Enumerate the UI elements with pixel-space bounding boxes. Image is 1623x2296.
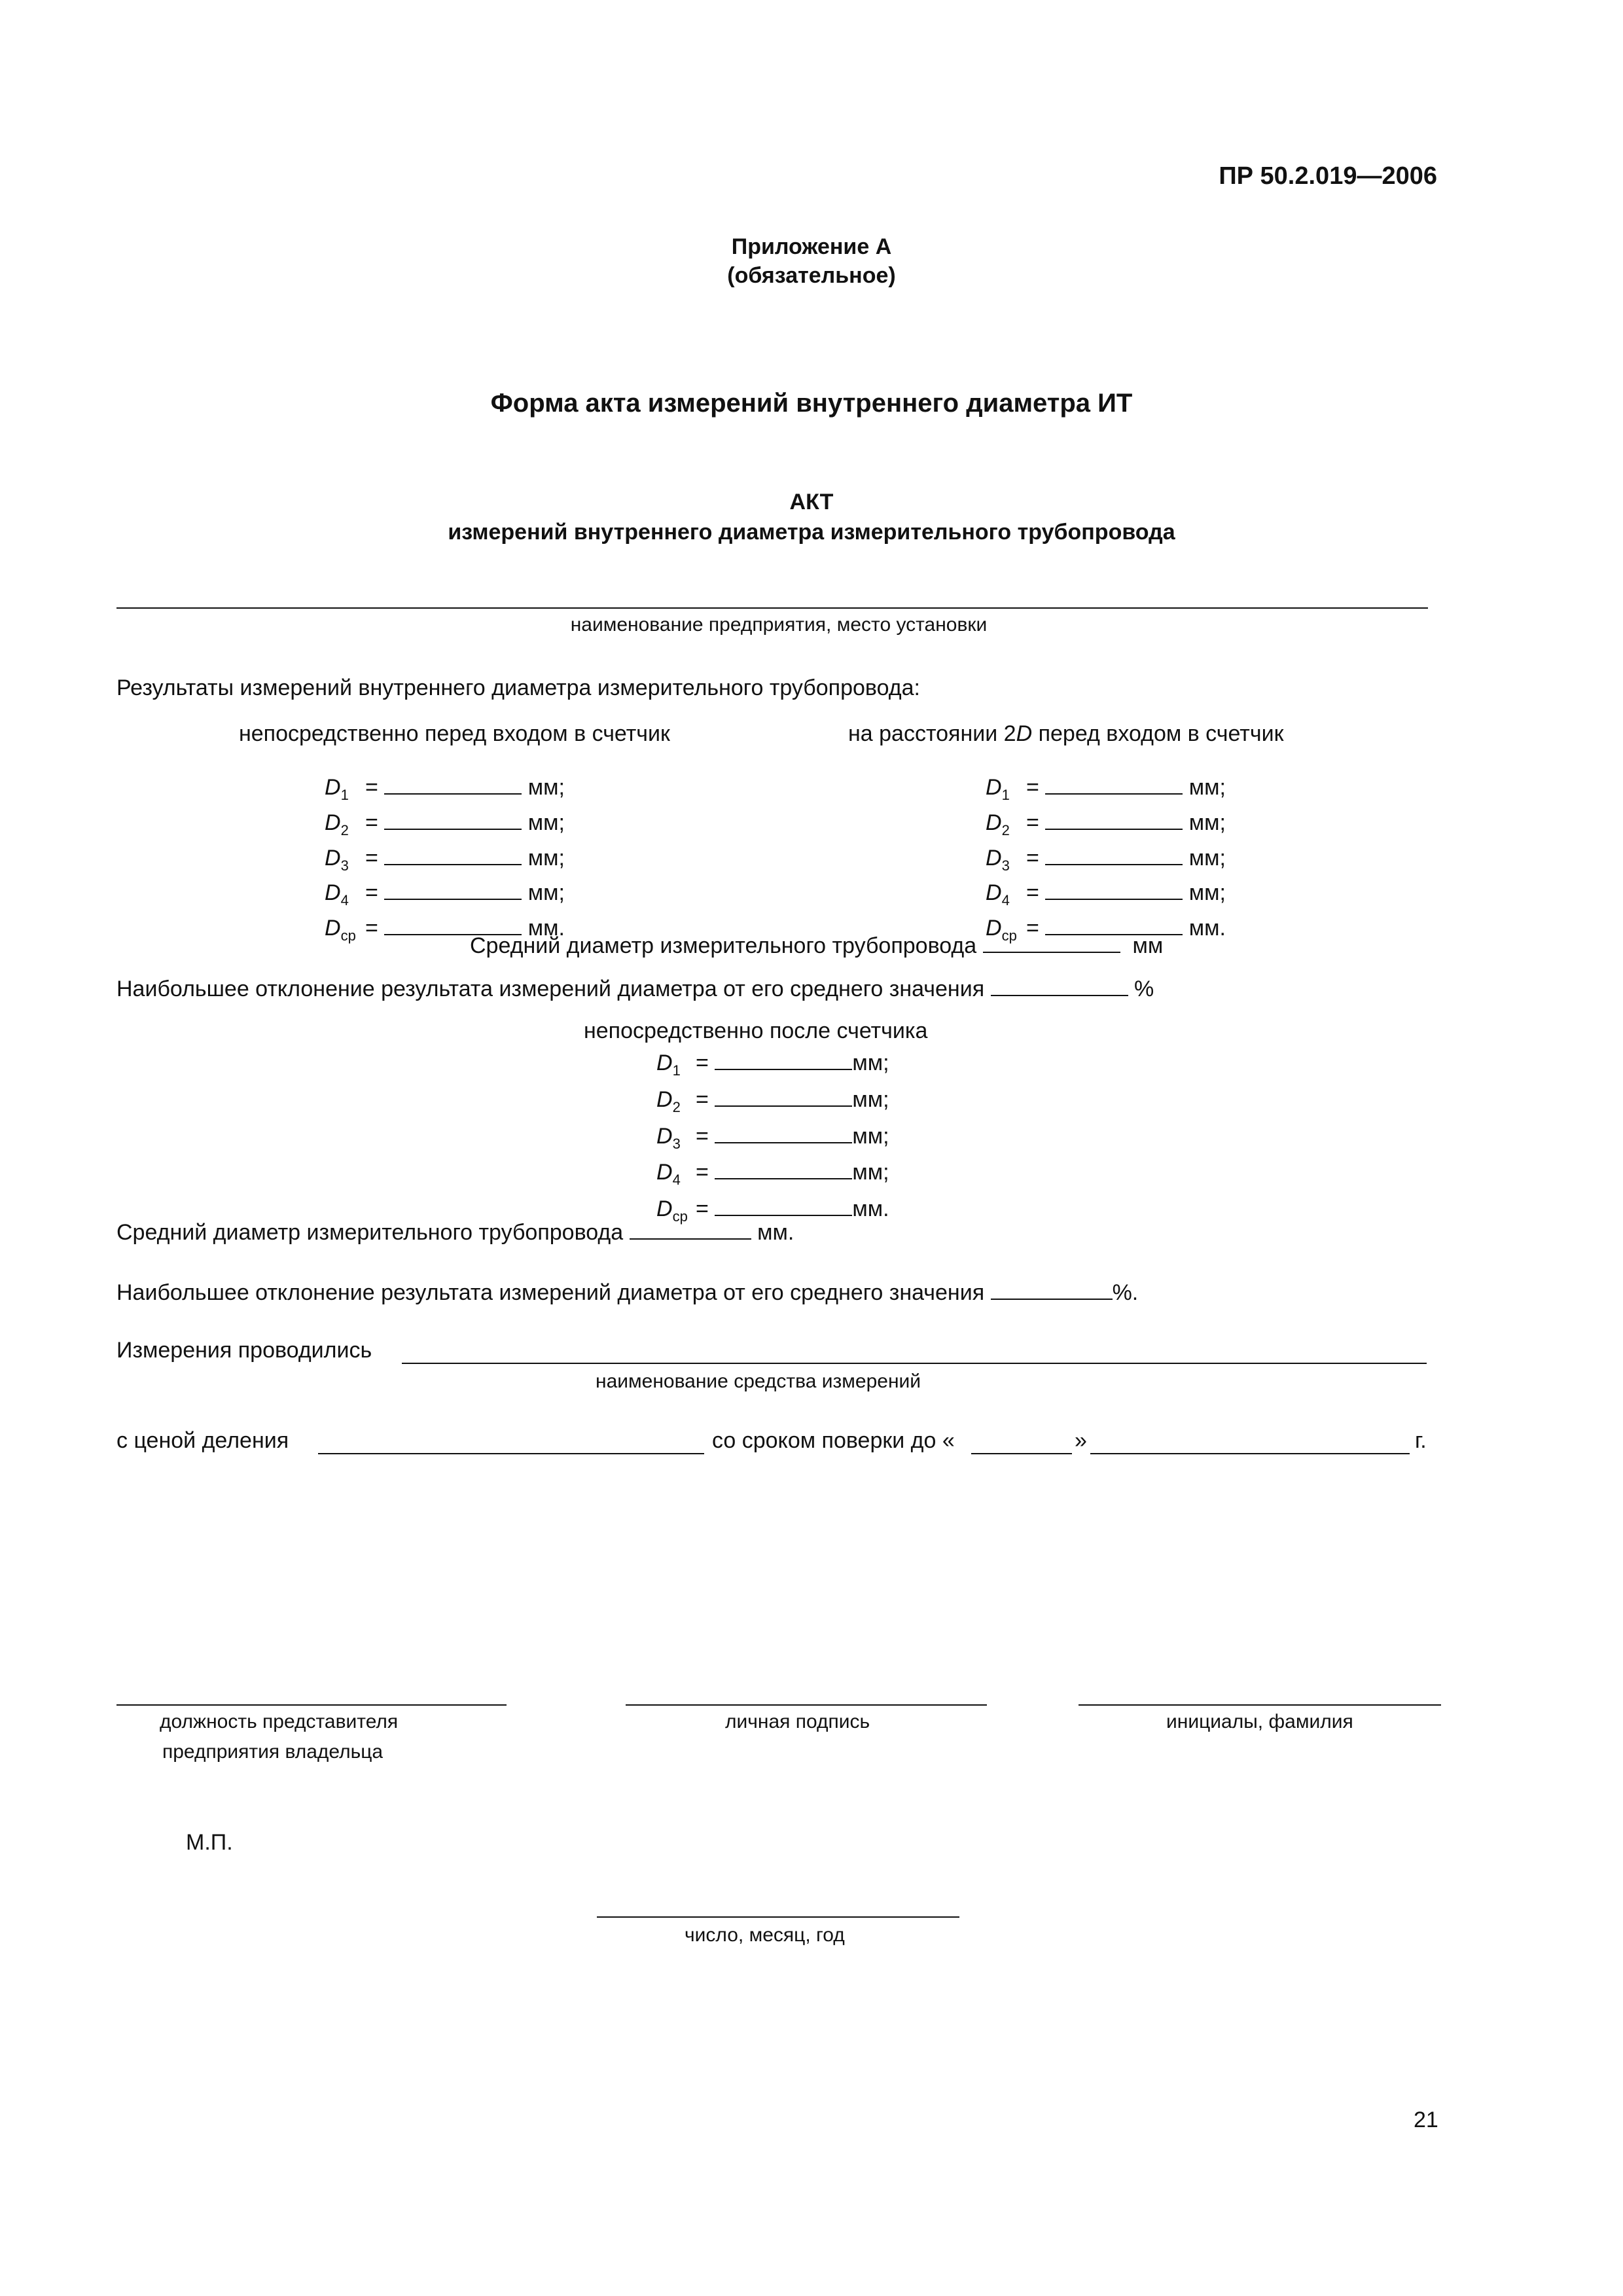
measure-symbol: $D_2$	[325, 810, 349, 838]
act-title: АКТ	[789, 490, 834, 514]
dev-after-blank[interactable]	[991, 1279, 1113, 1300]
measure-blank[interactable]	[384, 809, 522, 830]
measure-row: $D_{ср}$ = мм.	[986, 914, 1226, 950]
measure-blank[interactable]	[384, 879, 522, 900]
measure-blank[interactable]	[1045, 774, 1183, 795]
avg-before-label: Средний диаметр измерительного трубопровода	[470, 933, 977, 958]
dev-before-unit: %	[1134, 977, 1154, 1001]
enterprise-caption: наименование предприятия, место установки	[570, 614, 988, 636]
measure-symbol: $D_1$	[986, 775, 1010, 803]
col-2d-heading-d: D	[1016, 721, 1033, 746]
results-intro: Результаты измерений внутреннего диаметра измерительного трубопровода:	[116, 675, 920, 700]
avg-after-label: Средний диаметр измерительного трубопровода	[116, 1220, 624, 1245]
measure-symbol: $D_3$	[986, 845, 1010, 874]
measure-symbol: $D_1$	[656, 1050, 681, 1079]
measure-blank[interactable]	[715, 1086, 852, 1107]
measure-blank[interactable]	[715, 1049, 852, 1070]
dev-before-row	[116, 975, 1154, 1002]
measure-blank[interactable]	[1045, 844, 1183, 865]
instrument-line[interactable]	[402, 1363, 1427, 1364]
appendix-status: (обязательное)	[727, 263, 896, 288]
measure-col-after	[656, 1049, 889, 1231]
measure-symbol: $D_2$	[656, 1086, 681, 1115]
name-caption: инициалы, фамилия	[1166, 1711, 1353, 1732]
measure-symbol: $D_3$	[656, 1123, 681, 1152]
measure-blank[interactable]	[384, 774, 522, 795]
measure-row: $D_{ср}$ = мм.	[325, 914, 565, 950]
measure-symbol: $D_4$	[325, 880, 349, 909]
measure-blank[interactable]	[715, 1158, 852, 1179]
col-before-heading: непосредственно перед входом в счетчик	[239, 721, 670, 746]
avg-after-row	[116, 1219, 794, 1246]
measure-blank[interactable]	[384, 844, 522, 865]
division-line[interactable]	[318, 1453, 704, 1454]
measure-row: $D_2$ = мм;	[986, 809, 1226, 844]
position-caption-line2: предприятия владельца	[162, 1741, 383, 1763]
col-after-heading: непосредственно после счетчика	[584, 1018, 928, 1043]
verify-month-line[interactable]	[1090, 1453, 1410, 1454]
appendix-title: Приложение А	[731, 234, 892, 259]
instrument-label: Измерения проводились	[116, 1338, 372, 1363]
measure-row: $D_2$ = мм;	[656, 1085, 889, 1122]
avg-after-unit: мм.	[757, 1220, 794, 1245]
avg-after-blank[interactable]	[630, 1219, 751, 1240]
verify-label: со сроком поверки до «	[712, 1428, 955, 1453]
measure-blank[interactable]	[715, 1122, 852, 1143]
measure-symbol: $D_{ср}$	[325, 916, 356, 944]
measure-row: $D_4$ = мм;	[325, 879, 565, 914]
position-line[interactable]	[116, 1704, 507, 1706]
measure-symbol: $D_{ср}$	[656, 1196, 688, 1225]
measure-blank[interactable]	[1045, 809, 1183, 830]
dev-after-label: Наибольшее отклонение результата измерений диаметра от его среднего значения	[116, 1280, 985, 1305]
dev-after-unit: %.	[1112, 1280, 1139, 1305]
measure-row: $D_1$ = мм;	[986, 774, 1226, 809]
col-2d-heading	[848, 721, 1283, 747]
measure-blank[interactable]	[1045, 879, 1183, 900]
measure-col-before	[325, 774, 565, 950]
verify-year: г.	[1415, 1428, 1427, 1453]
measure-symbol: $D_4$	[986, 880, 1010, 909]
division-label: с ценой деления	[116, 1428, 289, 1453]
document-code: ПР 50.2.019—2006	[1219, 162, 1437, 190]
measure-row: $D_1$ = мм;	[325, 774, 565, 809]
name-line[interactable]	[1079, 1704, 1441, 1706]
measure-row: $D_4$ = мм;	[986, 879, 1226, 914]
col-2d-heading-suffix: перед входом в счетчик	[1032, 721, 1284, 746]
position-caption-line1: должность представителя	[160, 1711, 399, 1732]
measure-row: $D_1$ = мм;	[656, 1049, 889, 1085]
page-number: 21	[1414, 2108, 1438, 2132]
measure-row: $D_2$ = мм;	[325, 809, 565, 844]
measure-col-2d	[986, 774, 1226, 950]
dev-before-label: Наибольшее отклонение результата измерений диаметра от его среднего значения	[116, 977, 985, 1001]
form-title: Форма акта измерений внутреннего диаметра ИТ	[490, 389, 1133, 418]
avg-before-unit: мм	[1132, 933, 1164, 958]
measure-symbol: $D_{ср}$	[986, 916, 1017, 944]
measure-symbol: $D_4$	[656, 1160, 681, 1189]
dev-after-row	[116, 1279, 1138, 1306]
avg-before-blank[interactable]	[983, 932, 1120, 953]
measure-symbol: $D_2$	[986, 810, 1010, 838]
measure-symbol: $D_3$	[325, 845, 349, 874]
measure-blank[interactable]	[715, 1195, 852, 1216]
measure-row: $D_4$ = мм;	[656, 1158, 889, 1194]
date-caption: число, месяц, год	[685, 1924, 845, 1946]
verify-close-quote: »	[1075, 1428, 1087, 1453]
act-subtitle: измерений внутреннего диаметра измерительного трубопровода	[448, 520, 1175, 545]
measure-symbol: $D_1$	[325, 775, 349, 803]
measure-row: $D_3$ = мм;	[656, 1122, 889, 1158]
signature-line[interactable]	[626, 1704, 987, 1706]
measure-row: $D_{ср}$ = мм.	[656, 1194, 889, 1231]
stamp-label: М.П.	[186, 1830, 233, 1855]
verify-day-line[interactable]	[971, 1453, 1072, 1454]
measure-row: $D_3$ = мм;	[325, 844, 565, 880]
signature-caption: личная подпись	[725, 1711, 870, 1732]
date-line[interactable]	[597, 1916, 959, 1918]
instrument-caption: наименование средства измерений	[596, 1371, 921, 1392]
col-2d-heading-prefix: на расстоянии 2	[848, 721, 1016, 746]
enterprise-line[interactable]	[116, 607, 1428, 609]
measure-row: $D_3$ = мм;	[986, 844, 1226, 880]
dev-before-blank[interactable]	[991, 975, 1128, 996]
avg-before-row	[470, 932, 1163, 959]
